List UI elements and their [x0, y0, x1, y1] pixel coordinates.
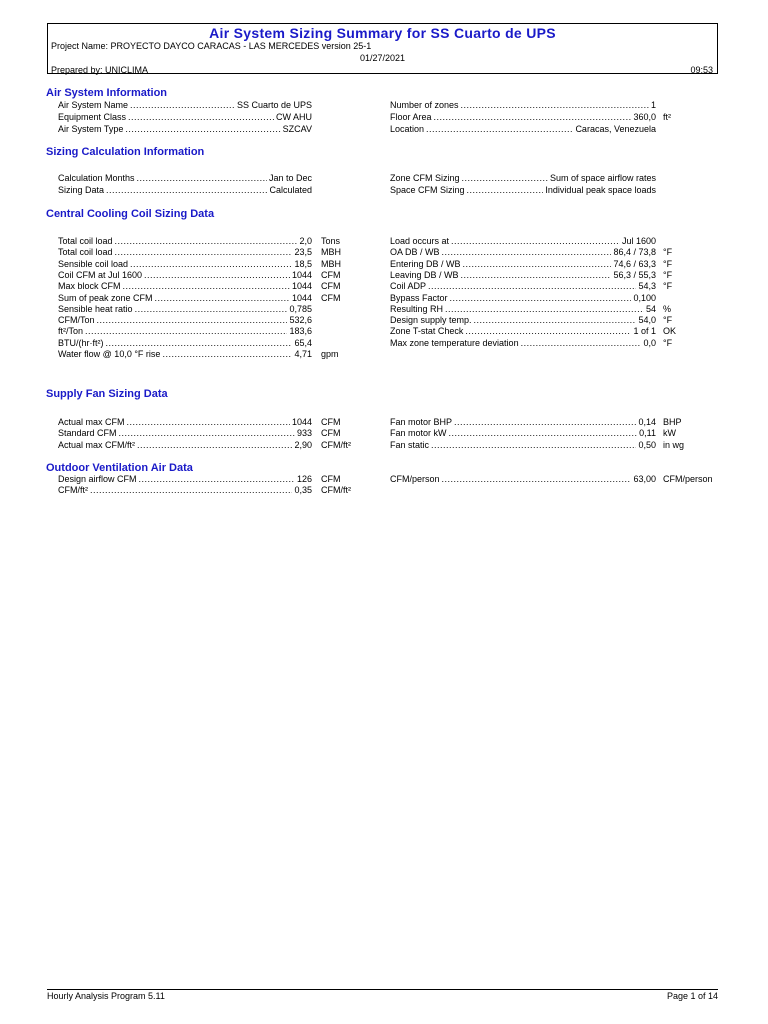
data-row [58, 173, 312, 184]
field-value: 1044 [291, 270, 312, 280]
field-value: 532,6 [289, 315, 312, 325]
field-value: 74,6 / 63,3 [613, 259, 656, 269]
field-label: Actual max CFM/ft² [58, 440, 136, 450]
field-value: 1 [650, 100, 656, 110]
leader-dots [97, 315, 288, 326]
leader-dots [130, 259, 292, 270]
leader-dots [130, 100, 235, 111]
field-value: 56,3 / 55,3 [613, 270, 656, 280]
field-unit: CFM/person [663, 474, 713, 484]
data-row [390, 100, 656, 111]
data-row [58, 474, 312, 485]
leader-dots [119, 428, 295, 439]
leader-dots [442, 474, 632, 485]
field-label: Leaving DB / WB [390, 270, 459, 280]
field-unit: °F [663, 315, 673, 325]
field-unit: MBH [321, 259, 341, 269]
leader-dots [127, 417, 290, 428]
field-value: SZCAV [282, 124, 312, 134]
project-name: Project Name: PROYECTO DAYCO CARACAS - LAS MERCEDES version 25-1 [51, 41, 372, 51]
data-row [390, 281, 656, 292]
field-value: CW AHU [276, 112, 312, 122]
field-label: Resulting RH [390, 304, 444, 314]
field-value: 126 [296, 474, 312, 484]
field-label: Fan motor BHP [390, 417, 453, 427]
leader-dots [123, 281, 290, 292]
field-value: 0,11 [639, 428, 656, 438]
field-label: Fan motor kW [390, 428, 447, 438]
data-row [390, 112, 656, 123]
data-row [390, 259, 656, 270]
field-label: Sizing Data [58, 185, 105, 195]
field-label: Coil CFM at Jul 1600 [58, 270, 143, 280]
field-value: 18,5 [294, 259, 312, 269]
field-unit: Tons [321, 236, 341, 246]
field-value: 0,785 [289, 304, 312, 314]
field-unit: in wg [663, 440, 685, 450]
field-label: Design airflow CFM [58, 474, 137, 484]
leader-dots [137, 440, 292, 451]
leader-dots [144, 270, 290, 281]
data-row [58, 247, 312, 258]
data-row [390, 247, 656, 258]
field-label: Floor Area [390, 112, 432, 122]
section-heading-supply-fan: Supply Fan Sizing Data [46, 388, 168, 400]
data-row [390, 428, 656, 439]
prepared-by: Prepared by: UNICLIMA [51, 65, 149, 75]
field-value: 1044 [291, 417, 312, 427]
field-value: 0,100 [633, 293, 656, 303]
field-value: 54 [645, 304, 656, 314]
field-value: Caracas, Venezuela [575, 124, 656, 134]
field-label: Zone T-stat Check [390, 326, 464, 336]
leader-dots [426, 124, 573, 135]
field-value: 54,3 [638, 281, 656, 291]
data-row [58, 349, 312, 360]
field-label: ft²/Ton [58, 326, 84, 336]
field-label: Sum of peak zone CFM [58, 293, 153, 303]
data-row [390, 270, 656, 281]
field-label: Number of zones [390, 100, 459, 110]
section-heading-sizing-calc: Sizing Calculation Information [46, 146, 205, 158]
leader-dots [137, 173, 267, 184]
field-label: BTU/(hr·ft²) [58, 338, 104, 348]
field-label: Entering DB / WB [390, 259, 461, 269]
section-heading-cooling-coil: Central Cooling Coil Sizing Data [46, 208, 215, 220]
field-value: 23,5 [294, 247, 312, 257]
field-label: CFM/person [390, 474, 440, 484]
field-unit: °F [663, 281, 673, 291]
data-row [58, 124, 312, 135]
leader-dots [155, 293, 290, 304]
field-unit: CFM [321, 474, 341, 484]
field-unit: CFM [321, 270, 341, 280]
data-row [58, 112, 312, 123]
field-value: 933 [296, 428, 312, 438]
field-value: 0,0 [643, 338, 656, 348]
field-label: Zone CFM Sizing [390, 173, 460, 183]
leader-dots [461, 100, 649, 111]
data-row [58, 293, 312, 304]
field-label: Design supply temp. [390, 315, 472, 325]
field-unit: CFM/ft² [321, 485, 351, 495]
field-value: 0,50 [638, 440, 656, 450]
leader-dots [461, 270, 612, 281]
footer-program: Hourly Analysis Program 5.11 [47, 991, 165, 1001]
leader-dots [474, 315, 637, 326]
field-unit: °F [663, 259, 673, 269]
data-row [390, 326, 656, 337]
data-row [58, 485, 312, 496]
data-row [58, 315, 312, 326]
field-unit: CFM/ft² [321, 440, 351, 450]
data-row [390, 173, 656, 184]
field-label: Calculation Months [58, 173, 135, 183]
field-value: 54,0 [638, 315, 656, 325]
leader-dots [115, 236, 298, 247]
data-row [58, 338, 312, 349]
field-value: 183,6 [289, 326, 312, 336]
field-value: 360,0 [633, 112, 656, 122]
data-row [390, 315, 656, 326]
leader-dots [90, 485, 292, 496]
leader-dots [115, 247, 293, 258]
field-label: OA DB / WB [390, 247, 440, 257]
field-label: Air System Name [58, 100, 129, 110]
field-label: CFM/ft² [58, 485, 88, 495]
data-row [390, 474, 656, 485]
data-row [58, 100, 312, 111]
report-title: Air System Sizing Summary for SS Cuarto de UPS [209, 25, 556, 41]
leader-dots [445, 304, 644, 315]
leader-dots [521, 338, 642, 349]
field-label: Standard CFM [58, 428, 117, 438]
field-unit: OK [663, 326, 677, 336]
data-row [390, 440, 656, 451]
field-value: SS Cuarto de UPS [236, 100, 312, 110]
report-time: 09:53 [690, 65, 713, 75]
data-row [58, 326, 312, 337]
field-unit: °F [663, 247, 673, 257]
data-row [58, 281, 312, 292]
field-label: Air System Type [58, 124, 124, 134]
field-label: Sensible coil load [58, 259, 129, 269]
leader-dots [467, 185, 544, 196]
field-unit: CFM [321, 281, 341, 291]
field-label: Coil ADP [390, 281, 427, 291]
field-unit: BHP [663, 417, 682, 427]
leader-dots [434, 112, 632, 123]
leader-dots [450, 293, 632, 304]
data-row [390, 236, 656, 247]
field-value: 86,4 / 73,8 [613, 247, 656, 257]
field-label: CFM/Ton [58, 315, 95, 325]
data-row [58, 185, 312, 196]
leader-dots [162, 349, 292, 360]
data-row [58, 417, 312, 428]
field-unit: MBH [321, 247, 341, 257]
field-value: 0,14 [638, 417, 656, 427]
field-label: Load occurs at [390, 236, 450, 246]
data-row [58, 304, 312, 315]
field-label: Space CFM Sizing [390, 185, 465, 195]
field-unit: °F [663, 338, 673, 348]
leader-dots [139, 474, 295, 485]
data-row [390, 293, 656, 304]
field-value: 4,71 [294, 349, 312, 359]
data-row [390, 417, 656, 428]
footer-divider [47, 989, 718, 990]
field-label: Equipment Class [58, 112, 127, 122]
field-value: 0,35 [294, 485, 312, 495]
field-value: 2,0 [299, 236, 312, 246]
section-heading-ventilation: Outdoor Ventilation Air Data [46, 462, 193, 474]
leader-dots [128, 112, 274, 123]
leader-dots [451, 236, 620, 247]
field-label: Max zone temperature deviation [390, 338, 519, 348]
field-unit: CFM [321, 428, 341, 438]
field-value: 1 of 1 [633, 326, 656, 336]
field-label: Actual max CFM [58, 417, 125, 427]
field-label: Bypass Factor [390, 293, 448, 303]
data-row [58, 440, 312, 451]
data-row [58, 270, 312, 281]
leader-dots [125, 124, 280, 135]
field-unit: gpm [321, 349, 339, 359]
report-date: 01/27/2021 [359, 53, 406, 63]
field-value: Calculated [269, 185, 312, 195]
field-value: Individual peak space loads [545, 185, 656, 195]
leader-dots [463, 259, 612, 270]
leader-dots [442, 247, 612, 258]
leader-dots [454, 417, 636, 428]
field-value: Jul 1600 [621, 236, 656, 246]
field-label: Total coil load [58, 247, 113, 257]
leader-dots [135, 304, 288, 315]
field-unit: kW [663, 428, 676, 438]
data-row [390, 338, 656, 349]
footer-page-number: Page 1 of 14 [666, 991, 718, 1001]
field-label: Location [390, 124, 425, 134]
field-unit: CFM [321, 417, 341, 427]
field-unit: °F [663, 270, 673, 280]
leader-dots [462, 173, 548, 184]
data-row [390, 124, 656, 135]
field-value: Jan to Dec [268, 173, 312, 183]
leader-dots [428, 281, 636, 292]
leader-dots [465, 326, 631, 337]
leader-dots [85, 326, 287, 337]
field-value: 2,90 [294, 440, 312, 450]
field-value: 65,4 [294, 338, 312, 348]
field-value: 63,00 [633, 474, 656, 484]
leader-dots [431, 440, 636, 451]
leader-dots [106, 338, 293, 349]
data-row [390, 185, 656, 196]
field-label: Total coil load [58, 236, 113, 246]
leader-dots [106, 185, 267, 196]
field-label: Sensible heat ratio [58, 304, 133, 314]
field-unit: % [663, 304, 672, 314]
field-value: 1044 [291, 293, 312, 303]
field-label: Water flow @ 10,0 °F rise [58, 349, 161, 359]
field-value: 1044 [291, 281, 312, 291]
data-row [390, 304, 656, 315]
data-row [58, 259, 312, 270]
data-row [58, 236, 312, 247]
field-label: Fan static [390, 440, 430, 450]
report-header [47, 23, 718, 74]
field-unit: ft² [663, 112, 671, 122]
field-value: Sum of space airflow rates [549, 173, 656, 183]
field-label: Max block CFM [58, 281, 121, 291]
field-unit: CFM [321, 293, 341, 303]
data-row [58, 428, 312, 439]
leader-dots [449, 428, 638, 439]
section-heading-air-system: Air System Information [46, 87, 168, 99]
